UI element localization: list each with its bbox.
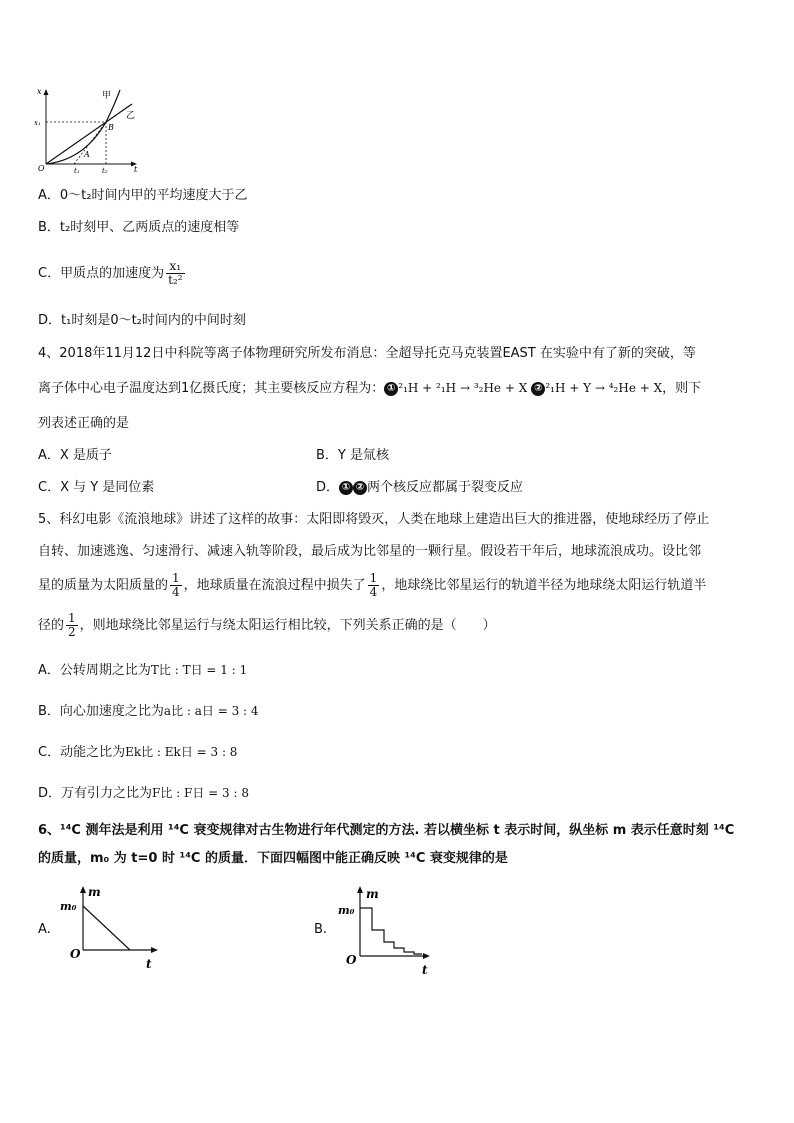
q5-stem-line3	[38, 572, 706, 599]
yi-label: 乙	[126, 111, 136, 121]
decay-graph-b	[338, 884, 438, 976]
q5-stem-line2: 自转、加速逃逸、匀速滑行、减速入轨等阶段，最后成为比邻星的一颗行星。假设若干年后，地球流浪成功。设比邻	[38, 544, 702, 559]
linear-decay-line	[83, 906, 130, 950]
q5-line3-part-b: ，地球质量在流浪过程中损失了	[183, 578, 366, 593]
x-axis-label: x	[37, 87, 42, 96]
nuclear-equation-1: ²₁H + ²₁H → ³₂He + X	[398, 381, 528, 395]
fraction-denominator: t₂²	[168, 273, 183, 287]
origin-label: O	[38, 164, 45, 173]
q6-option-b-label: B.	[314, 922, 328, 937]
t-axis-label: t	[134, 165, 138, 174]
fraction-denominator: 4	[369, 585, 378, 599]
quarter-fraction	[170, 572, 182, 599]
m0-label: m₀	[60, 900, 77, 913]
q5-line4-part-a: 径的	[38, 618, 65, 633]
q5-line4-part-b: ，则地球绕比邻星运行与绕太阳运行相比较，下列关系正确的是（ ）	[79, 618, 496, 633]
q5-option-a-prefix: A．公转周期之比为	[38, 663, 151, 678]
point-a-label: A	[84, 150, 90, 159]
m-axis-label: m	[88, 885, 101, 899]
fraction-denominator: 4	[172, 585, 180, 599]
q6-stem-line2: 的质量，m₀ 为 t=0 时 ¹⁴C 的质量．下面四幅图中能正确反映 ¹⁴C 衰变规律的是	[38, 851, 508, 866]
point-b-label: B	[108, 123, 114, 132]
fraction-denominator: 2	[68, 625, 76, 639]
q3-option-c-prefix: C．甲质点的加速度为	[38, 266, 165, 281]
q5-option-b	[38, 703, 259, 720]
q4-stem-line2-text: 离子体中心电子温度达到1亿摄氏度；其主要核反应方程为：	[38, 381, 385, 396]
circled-two-marker: ②	[353, 481, 367, 495]
m0-label: m₀	[338, 904, 355, 917]
nuclear-equation-2: ²₁H + Y → ⁴₂He + X	[545, 381, 663, 395]
half-fraction	[66, 612, 78, 639]
q4-option-d-tail: 两个核反应都属于裂变反应	[367, 480, 524, 495]
fraction-numerator: 1	[369, 571, 378, 585]
x-axis-arrowhead	[44, 89, 49, 95]
t-axis-label: t	[422, 963, 428, 976]
origin-label: O	[346, 953, 357, 967]
x1-label: x₁	[34, 119, 41, 127]
t-axis-arrowhead	[423, 953, 430, 959]
q5-option-a	[38, 662, 247, 679]
q4-option-b: B．Y 是氚核	[316, 448, 389, 463]
xt-graph-figure	[34, 84, 144, 174]
t-axis-arrowhead	[151, 947, 158, 953]
circled-one-marker: ①	[384, 382, 398, 396]
circled-one-marker: ①	[339, 481, 353, 495]
t2-label: t₂	[102, 167, 108, 174]
q4-stem-line1: 4、2018年11月12日中科院等离子体物理研究所发布消息：全超导托克马克装置EAST 在实验中有了新的突破，等	[38, 346, 696, 361]
decay-graph-a	[58, 884, 168, 970]
q3-option-a: A．0～t₂时间内甲的平均速度大于乙	[38, 188, 248, 203]
fraction-numerator: 1	[68, 611, 76, 625]
q5-option-c-prefix: C．动能之比为	[38, 745, 126, 760]
q4-option-c: C．X 与 Y 是同位素	[38, 480, 155, 495]
q6-option-a-label: A.	[38, 922, 51, 937]
m-axis-arrowhead	[80, 886, 86, 893]
q5-stem-line4	[38, 612, 496, 639]
m-axis-arrowhead	[357, 886, 363, 893]
q5-option-d-formula: F比 : F日 = 3 : 8	[152, 786, 249, 800]
circled-two-marker: ②	[531, 382, 545, 396]
q4-option-d-prefix: D．	[316, 480, 340, 495]
fraction-numerator: x₁	[166, 260, 184, 274]
m-axis-label: m	[366, 887, 379, 901]
q5-line3-part-a: 星的质量为太阳质量的	[38, 578, 169, 593]
q5-option-b-prefix: B．向心加速度之比为	[38, 704, 164, 719]
q4-option-a: A．X 是质子	[38, 448, 112, 463]
jia-label: 甲	[102, 91, 112, 101]
q4-stem-line2-tail: ，则下	[662, 381, 702, 396]
t-axis-label: t	[146, 957, 152, 970]
q3-option-b: B．t₂时刻甲、乙两质点的速度相等	[38, 220, 240, 235]
q5-option-d	[38, 785, 249, 802]
q4-option-d	[316, 480, 523, 496]
q3-option-c-fraction	[166, 260, 184, 287]
q5-option-c	[38, 744, 237, 761]
q5-line3-part-c: ，地球绕比邻星运行的轨道半径为地球绕太阳运行轨道半	[381, 578, 707, 593]
stepped-decay-line	[360, 908, 422, 954]
q5-option-b-formula: a比 : a日 = 3 : 4	[163, 704, 259, 718]
q5-option-c-formula: Ek比 : Ek日 = 3 : 8	[125, 745, 238, 759]
q4-stem-line3: 列表述正确的是	[38, 416, 130, 431]
origin-label: O	[70, 947, 81, 961]
q3-option-c	[38, 260, 187, 287]
t1-label: t₁	[74, 167, 80, 174]
fraction-numerator: 1	[172, 571, 180, 585]
quarter-fraction	[368, 572, 380, 599]
q3-option-d: D．t₁时刻是0～t₂时间内的中间时刻	[38, 313, 246, 328]
q5-stem-line1: 5、科幻电影《流浪地球》讲述了这样的故事：太阳即将毁灭，人类在地球上建造出巨大的推进器，使地球经历了停止	[38, 512, 710, 527]
q5-option-a-formula: T比 : T日 = 1 : 1	[150, 663, 248, 677]
q6-stem-line1: 6、¹⁴C 测年法是利用 ¹⁴C 衰变规律对古生物进行年代测定的方法. 若以横坐标 t 表示时间，纵坐标 m 表示任意时刻 ¹⁴C	[38, 823, 735, 838]
q4-stem-line2	[38, 380, 701, 397]
q5-option-d-prefix: D．万有引力之比为	[38, 786, 153, 801]
